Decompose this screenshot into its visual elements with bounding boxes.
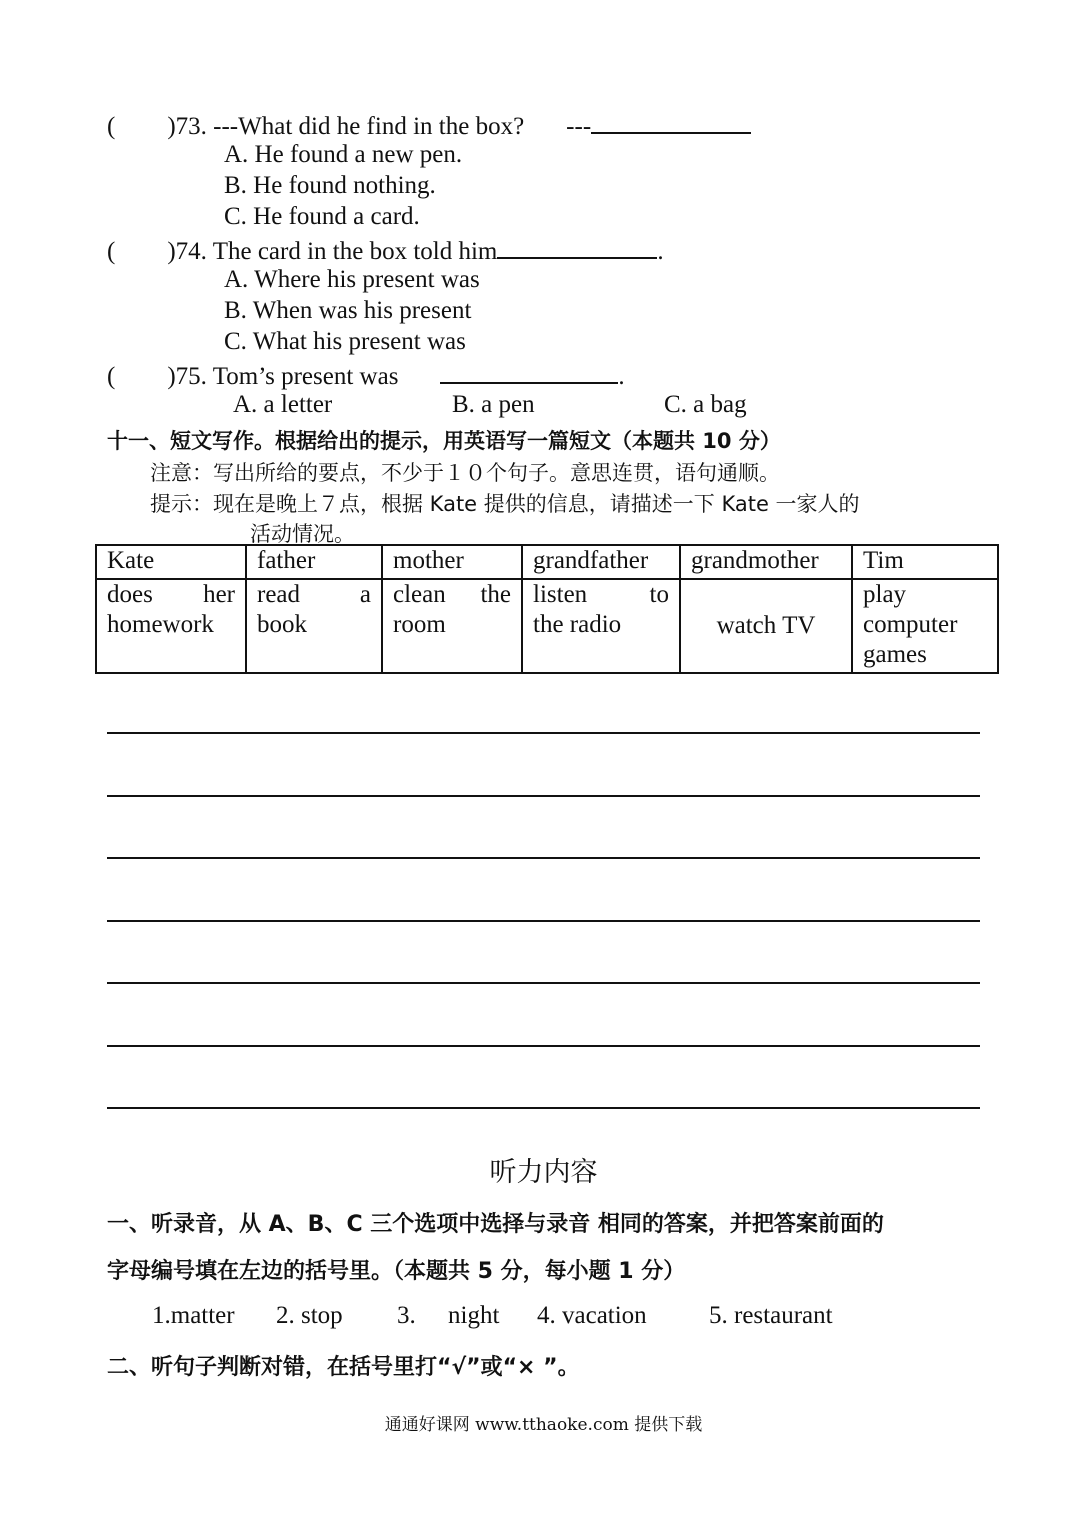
question-74 (107, 235, 664, 266)
writing-line[interactable] (107, 1107, 980, 1109)
listening-part1-cont: 字母编号填在左边的括号里。（本题共 5 分，每小题 1 分） (107, 1259, 686, 1284)
option-b: B. He found nothing. (224, 172, 436, 199)
question-stem: )75. Tom’s present was (167, 363, 399, 390)
cell-word: listen (533, 581, 588, 608)
cell-word: read (257, 581, 301, 608)
answer-paren: ( (107, 113, 116, 140)
cell-word: room (393, 611, 446, 638)
section-note: 注意：写出所给的要点，不少于１０个句子。意思连贯，语句通顺。 (150, 461, 780, 485)
table-cell-grandmother: watch TV (680, 579, 852, 673)
writing-line[interactable] (107, 920, 980, 922)
option-b: B. When was his present (224, 297, 472, 324)
listening-word: 2. stop (276, 1302, 343, 1329)
listening-part2: 二、听句子判断对错，在括号里打“√”或“× ”。 (107, 1355, 580, 1380)
cell-word: book (257, 611, 307, 638)
table-cell-tim (852, 579, 998, 673)
cell-word: the radio (533, 611, 622, 638)
cell-word: computer (863, 611, 958, 638)
table-header-cell: grandmother (680, 545, 852, 579)
cell-word: games (863, 641, 927, 668)
option-a: A. a letter (233, 391, 333, 418)
option-c: C. He found a card. (224, 203, 420, 230)
option-c: C. What his present was (224, 328, 466, 355)
cell-word: does (107, 581, 153, 608)
table-cell-grandfather (522, 579, 680, 673)
question-stem: )73. ---What did he find in the box? (167, 113, 525, 140)
section-hint: 提示：现在是晚上７点，根据 Kate 提供的信息，请描述一下 Kate 一家人的 (150, 492, 860, 516)
period: . (618, 363, 625, 390)
cell-word: to (649, 581, 669, 608)
writing-line[interactable] (107, 732, 980, 734)
table-cell-mother (382, 579, 522, 673)
period: . (657, 238, 664, 265)
section-hint-cont: 活动情况。 (250, 522, 355, 546)
question-stem: )74. The card in the box told him (167, 238, 498, 265)
writing-line[interactable] (107, 982, 980, 984)
writing-line[interactable] (107, 1045, 980, 1047)
option-c: C. a bag (664, 391, 747, 418)
table-header-row (96, 545, 998, 579)
listening-word: 3. (397, 1302, 416, 1329)
table-header-cell: mother (382, 545, 522, 579)
answer-paren: ( (107, 363, 116, 390)
listening-title: 听力内容 (489, 1157, 598, 1188)
answer-blank[interactable] (440, 360, 618, 384)
table-cell-kate (96, 579, 246, 673)
dash: --- (566, 113, 592, 140)
listening-part1: 一、听录音，从 A、B、C 三个选项中选择与录音 相同的答案，并把答案前面的 (107, 1212, 884, 1237)
page-footer: 通通好课网 www.tthaoke.com 提供下载 (384, 1415, 703, 1435)
table-header-cell: Tim (852, 545, 998, 579)
option-b: B. a pen (452, 391, 535, 418)
question-75 (107, 360, 625, 391)
cell-word: the (480, 581, 511, 608)
table-header-cell: grandfather (522, 545, 680, 579)
answer-blank[interactable] (591, 110, 751, 134)
table-header-cell: Kate (96, 545, 246, 579)
section-title: 十一、短文写作。根据给出的提示，用英语写一篇短文（本题共 10 分） (107, 429, 781, 453)
answer-paren: ( (107, 238, 116, 265)
cell-word: clean (393, 581, 446, 608)
listening-word: 4. vacation (537, 1302, 647, 1329)
cell-word: her (203, 581, 235, 608)
answer-blank[interactable] (497, 235, 657, 259)
cell-word: homework (107, 611, 214, 638)
writing-line[interactable] (107, 795, 980, 797)
cell-word: play (863, 581, 907, 608)
listening-word: night (448, 1302, 500, 1329)
table-header-cell: father (246, 545, 382, 579)
writing-line[interactable] (107, 857, 980, 859)
question-73 (107, 110, 751, 141)
cell-word: a (359, 581, 371, 608)
option-a: A. He found a new pen. (224, 141, 463, 168)
table-cell-father (246, 579, 382, 673)
activity-table (95, 544, 999, 674)
table-row (96, 579, 998, 673)
listening-word: 1.matter (152, 1302, 235, 1329)
listening-word: 5. restaurant (709, 1302, 833, 1329)
option-a: A. Where his present was (224, 266, 480, 293)
